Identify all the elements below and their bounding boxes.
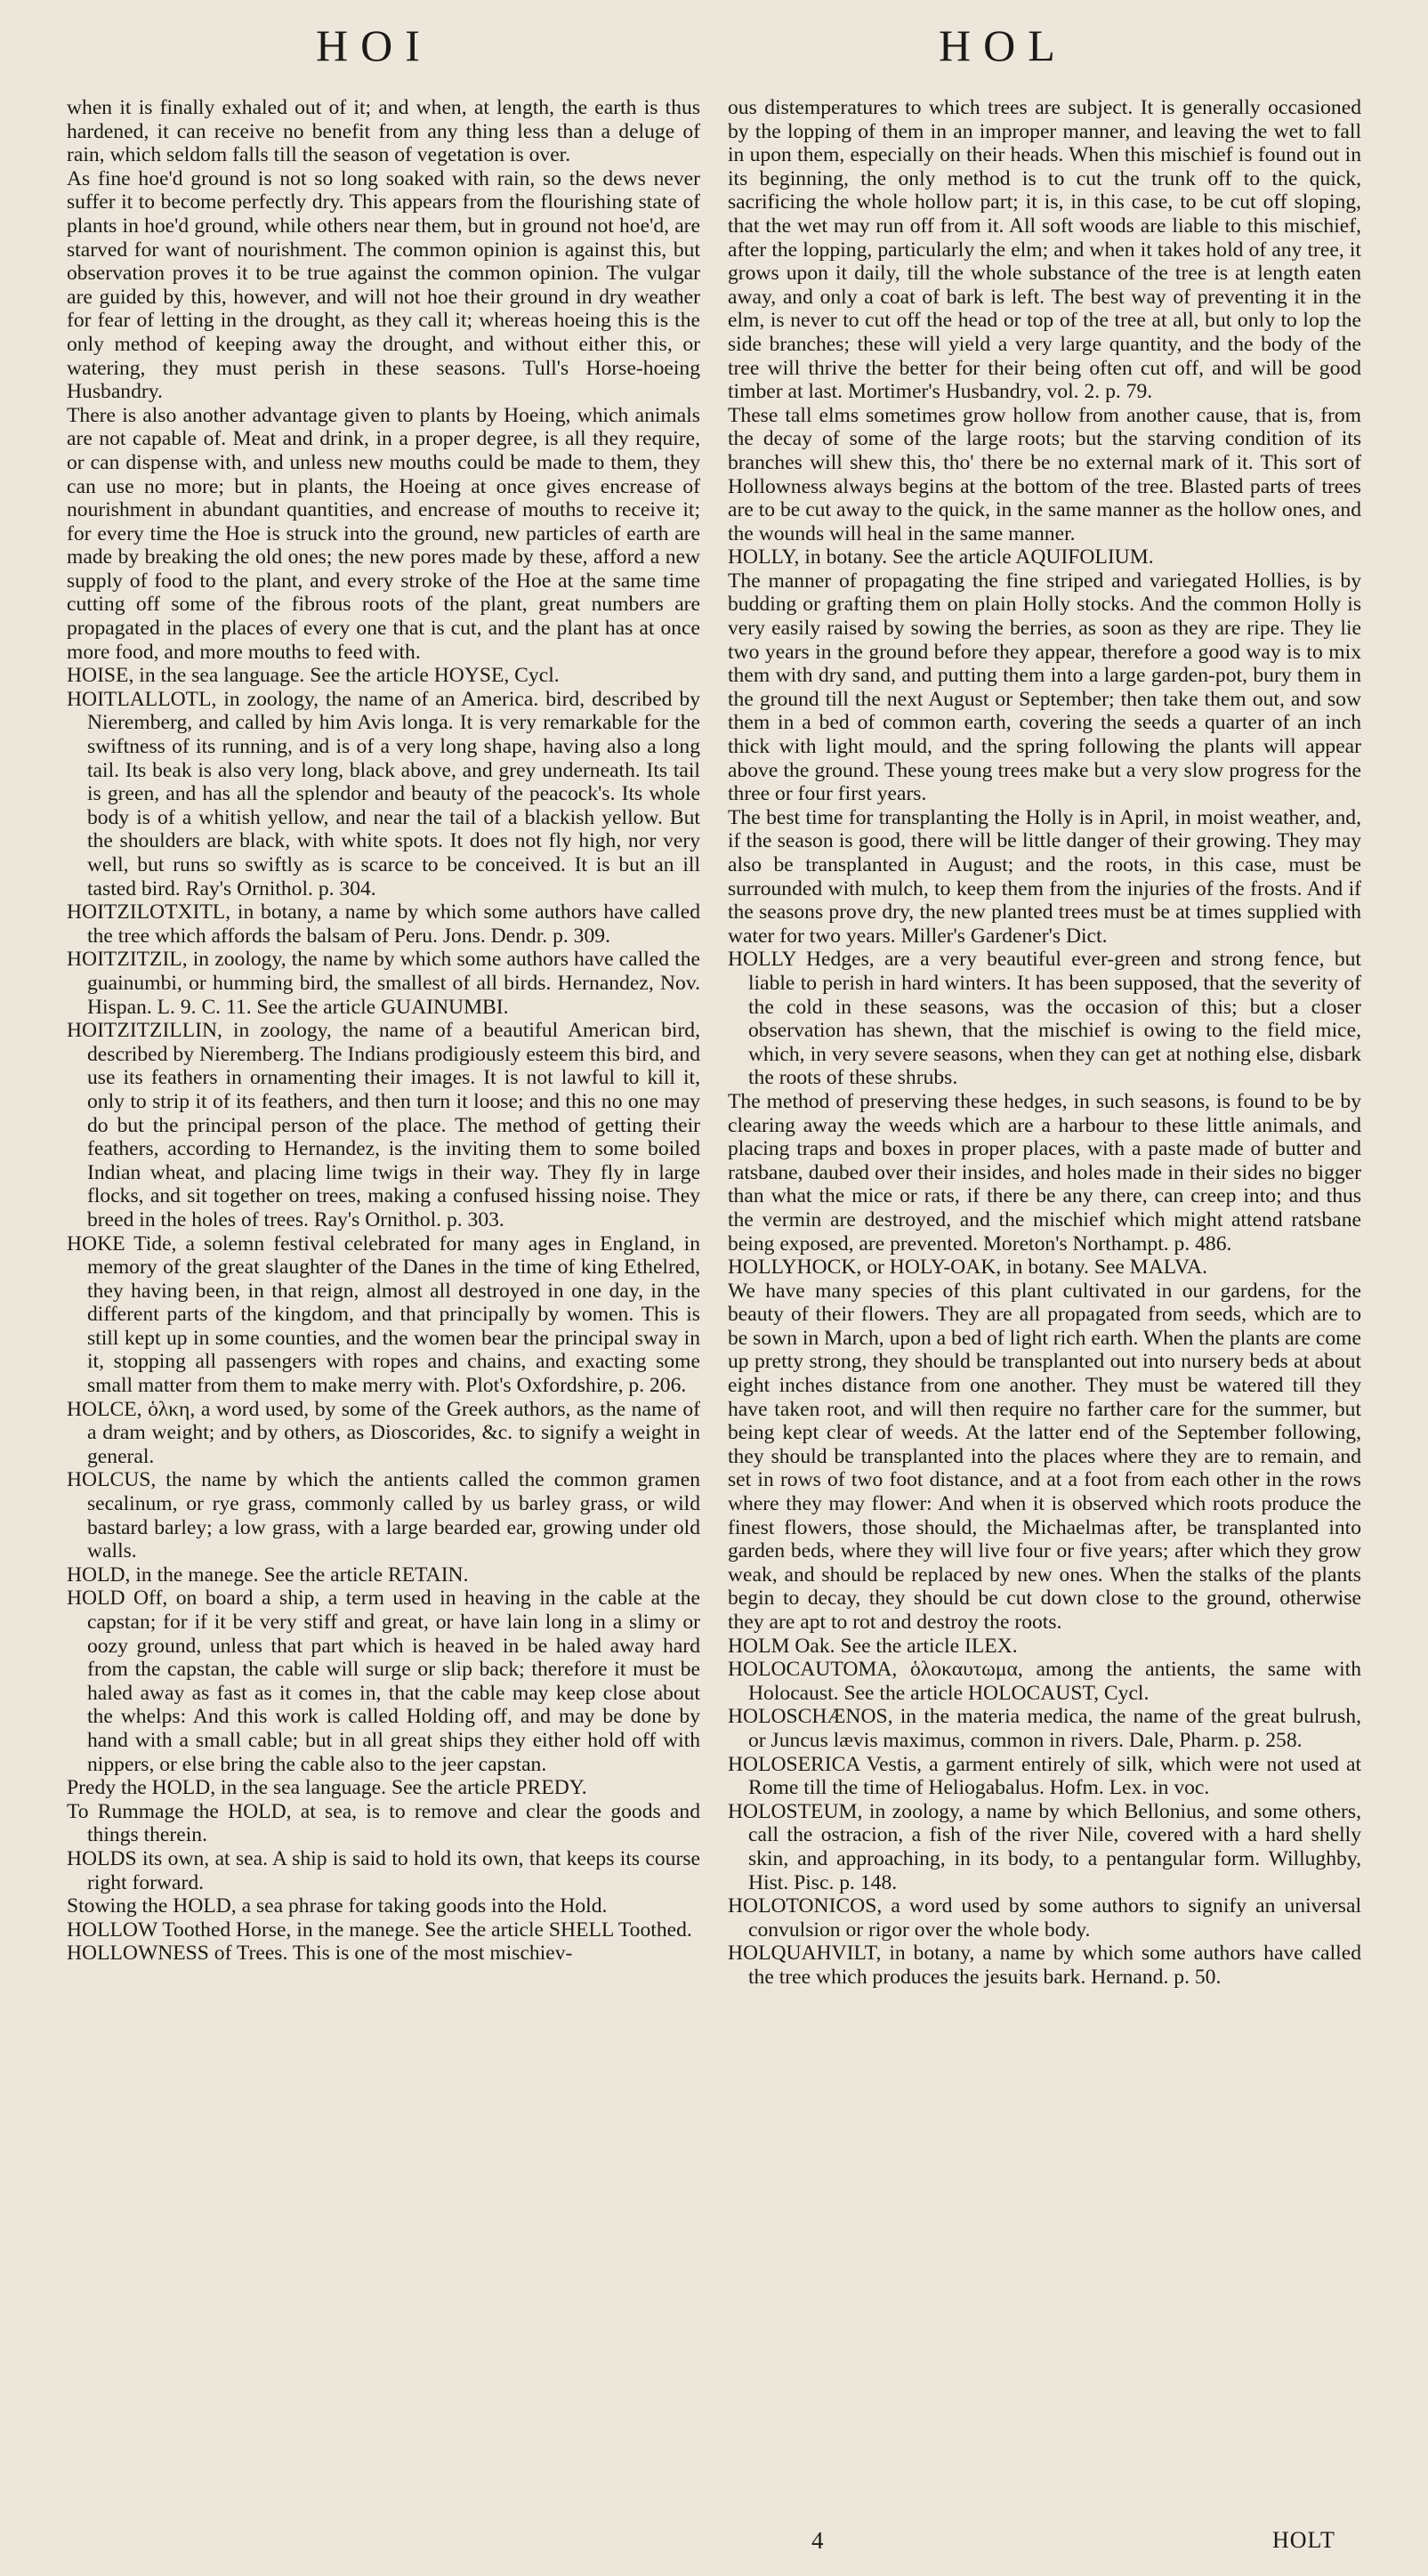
paragraph: These tall elms sometimes grow hollow from another cause, that is, from the decay of some of the large roots; but the starving condition of its branches will shew this, tho' there be no external mark of it. This sort of Hollowness always begins at the bottom of the tree. Blasted parts of trees are to be cut away to the quick, in the same manner as the hollow ones, and the wounds will heal in the same manner. bbox=[728, 403, 1361, 545]
paragraph: The best time for transplanting the Holly is in April, in moist weather, and, if the season is good, there will be little danger of their growing. They may also be transplanted in August; and the roots, in this case, must be surrounded with mulch, to keep them from the injuries of the frosts. And if the seasons prove dry, the new planted trees must be at times supplied with water for two years. Miller's Gardener's Dict. bbox=[728, 805, 1361, 948]
running-head-left: HOI bbox=[316, 20, 432, 70]
paragraph: HOISE, in the sea language. See the article HOYSE, Cycl. bbox=[67, 664, 560, 688]
paragraph: HOLOSCHÆNOS, in the materia medica, the name of the great bulrush, or Juncus lævis maximus, common in rivers. Dale, Pharm. p. 258. bbox=[728, 1705, 1361, 1752]
paragraph: HOLD Off, on board a ship, a term used in heaving in the cable at the capstan; for if it be very stiff and great, or have lain long in a slimy or oozy ground, unless that part which is heaved in be haled away hard from the capstan, the cable will surge or slip back; therefore it must be haled away as fast as it comes in, that the cable may keep close about the whelps: And this work is called Holding off, and may be done by hand with a small cable; but in all great ships they either hold off with nippers, or else bring the cable also to the jeer capstan. bbox=[67, 1587, 700, 1776]
paragraph: HOLOCAUTOMA, ὁλοκαυτωμα, among the antients, the same with Holocaust. See the article HOLOCAUST, Cycl. bbox=[728, 1658, 1361, 1705]
paragraph: HOLOTONICOS, a word used by some authors to signify an universal convulsion or rigor over the whole body. bbox=[728, 1894, 1361, 1942]
paragraph: We have many species of this plant cultivated in our gardens, for the beauty of their flowers. They are all propagated from seeds, which are to be sown in March, upon a bed of light rich earth. When the plants are come up pretty strong, they should be transplanted out into nursery beds at about eight inches distance from one another. They must be watered till they have taken root, and will then require no farther care for the summer, but being kept clear of weeds. At the latter end of the September following, they should be transplanted into the places where they are to remain, and set in rows of two foot distance, and at a foot from each other in the rows where they may flower: And when it is observed which roots produce the finest flowers, those should, the Michaelmas after, be transplanted into garden beds, where they will live four or five years; after which they grow weak, and should be replaced by new ones. When the stalks of the plants begin to decay, they should be cut down close to the ground, otherwise they are apt to rot and destroy the roots. bbox=[728, 1279, 1361, 1634]
paragraph: HOLQUAHVILT, in botany, a name by which some authors have called the tree which produces the jesuits bark. Hernand. p. 50. bbox=[728, 1942, 1361, 1989]
paragraph: HOLLYHOCK, or HOLY-OAK, in botany. See MALVA. bbox=[728, 1256, 1207, 1280]
paragraph: HOLLOW Toothed Horse, in the manege. See the article SHELL Toothed. bbox=[67, 1918, 692, 1942]
paragraph: HOITZITZILLIN, in zoology, the name of a beautiful American bird, described by Nieremberg. The Indians prodigiously esteem this bird, and use its feathers in ornamenting their images. It is not lawful to kill it, only to strip it of its feathers, and then turn it loose; and this no one may do but the principal person of the place. The method of getting their feathers, according to Hernandez, is the inviting them to some boiled Indian wheat, and placing lime twigs in their way. They fly in large flocks, and sit together on trees, making a confused hissing noise. They breed in the holes of trees. Ray's Ornithol. p. 303. bbox=[67, 1019, 700, 1231]
paragraph: There is also another advantage given to plants by Hoeing, which animals are not capable of. Meat and drink, in a proper degree, is all they require, or can dispense with, and unless new mouths could be made to them, they can use no more; but in plants, the Hoeing at once gives encrease of nourishment in abundant quantities, and encrease of mouths to receive it; for every time the Hoe is struck into the ground, new particles of earth are made by breaking the old ones; the new pores made by these, afford a new supply of food to the plant, and every stroke of the Hoe at the same time cutting off some of the fibrous roots of the plant, great numbers are propagated in the places of every one that is cut, and the plant has at once more food, and more mouths to feed with. bbox=[67, 403, 700, 664]
paragraph: HOLOSERICA Vestis, a garment entirely of silk, which were not used at Rome till the time of Heliogabalus. Hofm. Lex. in voc. bbox=[728, 1752, 1361, 1800]
paragraph: HOLOSTEUM, in zoology, a name by which Bellonius, and some others, call the ostracion, a fish of the river Nile, covered with a hard shelly skin, and approaching, in its body, to a pentangular form. Willughby, Hist. Pisc. p. 148. bbox=[728, 1799, 1361, 1894]
page-number: 4 bbox=[811, 2527, 824, 2554]
running-head-right: HOL bbox=[939, 20, 1068, 70]
paragraph: The manner of propagating the fine striped and variegated Hollies, is by budding or grafting them on plain Holly stocks. And the common Holly is very easily raised by sowing the berries, as soon as they are ripe. They lie two years in the ground before they appear, therefore a good way is to mix them with dry sand, and putting them into a large garden-pot, bury them in the ground till the next August or September; then take them out, and sow them in a bed of common earth, covering the seeds a quarter of an inch thick with light mould, and the spring following the plants will appear above the ground. These young trees make but a very slow progress for the three or four first years. bbox=[728, 569, 1361, 806]
paragraph: HOLM Oak. See the article ILEX. bbox=[728, 1634, 1018, 1658]
right-column bbox=[728, 96, 1361, 1990]
catchword: HOLT bbox=[1272, 2527, 1335, 2553]
paragraph: HOLD, in the manege. See the article RETAIN. bbox=[67, 1563, 469, 1587]
paragraph: As fine hoe'd ground is not so long soaked with rain, so the dews never suffer it to become perfectly dry. This appears from the flourishing state of plants in hoe'd ground, while others near them, but in ground not hoe'd, are starved for want of nourishment. The common opinion is against this, but observation proves it to be true against the common opinion. The vulgar are guided by this, however, and will not hoe their ground in dry weather for fear of letting in the drought, as they call it; whereas hoeing this is the only method of keeping away the drought, and without either this, or watering, they must perish in these seasons. Tull's Horse-hoeing Husbandry. bbox=[67, 166, 700, 404]
paragraph: HOLLOWNESS of Trees. This is one of the most mischiev- bbox=[67, 1942, 573, 1966]
paragraph: To Rummage the HOLD, at sea, is to remove and clear the goods and things therein. bbox=[67, 1799, 700, 1847]
paragraph: HOLCUS, the name by which the antients called the common gramen secalinum, or rye grass, commonly called by us barley grass, or wild bastard barley; a low grass, with a large bearded ear, growing under old walls. bbox=[67, 1468, 700, 1563]
paragraph: The method of preserving these hedges, in such seasons, is found to be by clearing away the weeds which are a harbour to these little animals, and placing traps and boxes in proper places, with a paste made of butter and ratsbane, daubed over their insides, and holes made in their sides no bigger than what the mice or rats, if there be any there, can creep into; and thus the vermin are destroyed, and the mischief which might attend ratsbane being exposed, are prevented. Moreton's Northampt. p. 486. bbox=[728, 1089, 1361, 1256]
paragraph: ous distemperatures to which trees are subject. It is generally occasioned by the lopping of them in an improper manner, and leaving the wet to fall in upon them, especially on their heads. When this mischief is found out in its beginning, the only method is to cut the trunk off to the quick, sacrificing the whole hollow part; it is, in this case, to be cut off sloping, that the wet may run off from it. All soft woods are liable to this mischief, after the lopping, particularly the elm; and when it takes hold of any tree, it grows upon it daily, till the whole substance of the tree is at length eaten away, and only a coat of bark is left. The best way of preventing it in the elm, is never to cut off the head or top of the tree at all, but only to lop the side branches; these will yield a very large quantity, and the body of the tree will thrive the better for their being often cut off, and will be good timber at last. Mortimer's Husbandry, vol. 2. p. 79. bbox=[728, 96, 1361, 404]
paragraph: HOKE Tide, a solemn festival celebrated for many ages in England, in memory of the great slaughter of the Danes in the time of king Ethelred, they having been, in that reign, almost all destroyed in one day, in the different parts of the kingdom, and that principally by women. This is still kept up in some counties, and the women bear the principal sway in it, stopping all passengers with ropes and chains, and exacting some small matter from them to make merry with. Plot's Oxfordshire, p. 206. bbox=[67, 1231, 700, 1398]
paragraph: HOITZILOTXITL, in botany, a name by which some authors have called the tree which affords the balsam of Peru. Jons. Dendr. p. 309. bbox=[67, 900, 700, 948]
paragraph: HOLDS its own, at sea. A ship is said to hold its own, that keeps its course right forward. bbox=[67, 1846, 700, 1894]
paragraph: when it is finally exhaled out of it; and when, at length, the earth is thus hardened, it can receive no benefit from any thing less than a deluge of rain, which seldom falls till the season of vegetation is over. bbox=[67, 96, 700, 167]
paragraph: HOLLY Hedges, are a very beautiful ever-green and strong fence, but liable to perish in hard winters. It has been supposed, that the severity of the cold in these seasons, was the occasion of this; but a closer observation has shewn, that the mischief is owing to the field mice, which, in very severe seasons, when they can get at nothing else, disbark the roots of these shrubs. bbox=[728, 948, 1361, 1090]
paragraph: HOITZITZIL, in zoology, the name by which some authors have called the guainumbi, or humming bird, the smallest of all birds. Hernandez, Nov. Hispan. L. 9. C. 11. See the article GUAINUMBI. bbox=[67, 948, 700, 1019]
paragraph: HOLCE, ὁλκη, a word used, by some of the Greek authors, as the name of a dram weight; and by others, as Dioscorides, &c. to signify a weight in general. bbox=[67, 1397, 700, 1468]
paragraph: HOITLALLOTL, in zoology, the name of an America. bird, described by Nieremberg, and called by him Avis longa. It is very remarkable for the swiftness of its running, and is of a very long shape, having also a long tail. Its beak is also very long, black above, and grey underneath. Its tail is green, and has all the splendor and beauty of the peacock's. Its whole body is of a whitish yellow, and near the tail of a blackish yellow. But the shoulders are black, with white spots. It does not fly high, nor very well, but runs so swiftly as is scarce to be conceived. It is but an ill tasted bird. Ray's Ornithol. p. 304. bbox=[67, 687, 700, 900]
paragraph: HOLLY, in botany. See the article AQUIFOLIUM. bbox=[728, 545, 1154, 569]
left-column bbox=[67, 96, 700, 1966]
paragraph: Stowing the HOLD, a sea phrase for taking goods into the Hold. bbox=[67, 1894, 608, 1918]
paragraph: Predy the HOLD, in the sea language. See the article PREDY. bbox=[67, 1776, 587, 1800]
